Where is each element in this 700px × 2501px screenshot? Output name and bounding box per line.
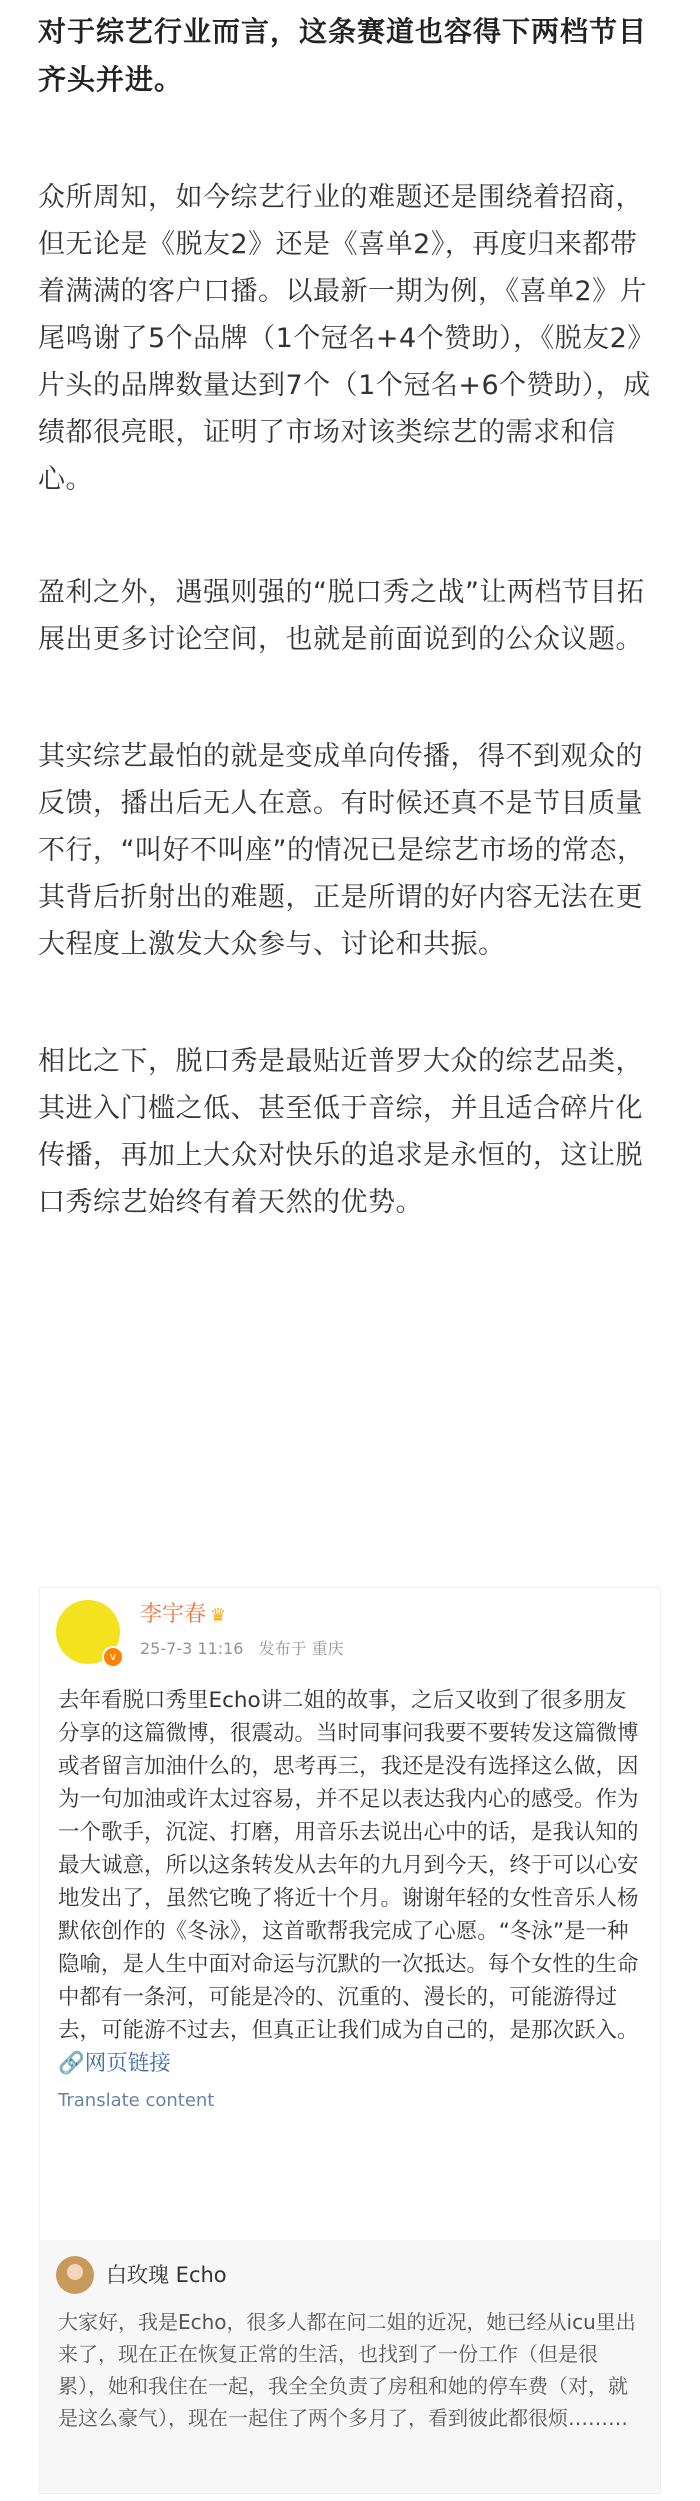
repost-author[interactable]: 白玫瑰 Echo (106, 2263, 227, 2287)
post-header (40, 1588, 660, 1698)
post-author[interactable] (140, 1600, 226, 1631)
crown-icon: ♛ (210, 1605, 227, 1626)
post-body-text: 去年看脱口秀里Echo讲二姐的故事，之后又收到了很多朋友分享的这篇微博，很震动。当时同事问我要不要转发这篇微博或者留言加油什么的，思考再三，我还是没有选择这么做，因为一句加油或许太过容易，并不足以表达我内心的感受。作为一个歌手，沉淀、打磨，用音乐去说出心中的话，是我认知的最大诚意，所以这条转发从去年的九月到今天，终于可以心安地发出了，虽然它晚了将近十个月。谢谢年轻的女性音乐人杨默依创作的《冬泳》，这首歌帮我完成了心愿。“冬泳”是一种隐喻，是人生中面对命运与沉默的一次抵达。每个女性的生命中都有一条河，可能是冷的、沉重的、漫长的，可能游得过去，可能游不过去，但真正让我们成为自己的，是那次跃入。 (58, 1688, 639, 2043)
article-paragraph: 众所周知，如今综艺行业的难题还是围绕着招商，但无论是《脱友2》还是《喜单2》，再度归来都带着满满的客户口播。以最新一期为例，《喜单2》片尾鸣谢了5个品牌（1个冠名+4个赞助），《脱友2》片头的品牌数量达到7个（1个冠名+6个赞助），成绩都很亮眼，证明了市场对该类综艺的需求和信心。 (38, 182, 655, 495)
article-paragraph: 盈利之外，遇强则强的“脱口秀之战”让两档节目拓展出更多讨论空间，也就是前面说到的公众议题。 (38, 577, 645, 655)
reposted-content[interactable] (40, 2240, 660, 2493)
post-author-name[interactable]: 李宇春 (140, 1602, 207, 1627)
post-date: 25-7-3 11:16 (140, 1639, 244, 1658)
repost-avatar[interactable] (56, 2256, 94, 2294)
link-icon: 🔗 (58, 2051, 85, 2076)
lead-paragraph: 对于综艺行业而言，这条赛道也容得下两档节目齐头并进。 (38, 15, 648, 96)
post-body (40, 1684, 660, 2080)
article-paragraph: 相比之下，脱口秀是最贴近普罗大众的综艺品类，其进入门槛之低、甚至低于音综，并且适合碎片化传播，再加上大众对快乐的追求是永恒的，这让脱口秀综艺始终有着天然的优势。 (38, 1046, 643, 1218)
article-paragraph: 其实综艺最怕的就是变成单向传播，得不到观众的反馈，播出后无人在意。有时候还真不是节目质量不行，“叫好不叫座”的情况已是综艺市场的常态，其背后折射出的难题，正是所谓的好内容无法在更大程度上激发大众参与、讨论和共振。 (38, 741, 645, 960)
repost-body: 大家好，我是Echo，很多人都在问二姐的近况，她已经从icu里出来了，现在正在恢复正常的生活，也找到了一份工作（但是很累），她和我住在一起，我全全负责了房租和她的停车费（对，就是这么豪气），现在一起住了两个多月了，看到彼此都很烦……… (58, 2310, 636, 2430)
verified-badge-icon: v (102, 1646, 124, 1668)
article (0, 8, 700, 1226)
repost-header (40, 2240, 660, 2306)
post-meta (140, 1638, 354, 1660)
web-link[interactable] (58, 2051, 171, 2076)
weibo-post-card (40, 1588, 660, 2493)
post-source: 发布于 重庆 (258, 1639, 344, 1658)
web-link-label: 网页链接 (84, 2051, 171, 2076)
translate-button[interactable]: Translate content (58, 2090, 215, 2111)
